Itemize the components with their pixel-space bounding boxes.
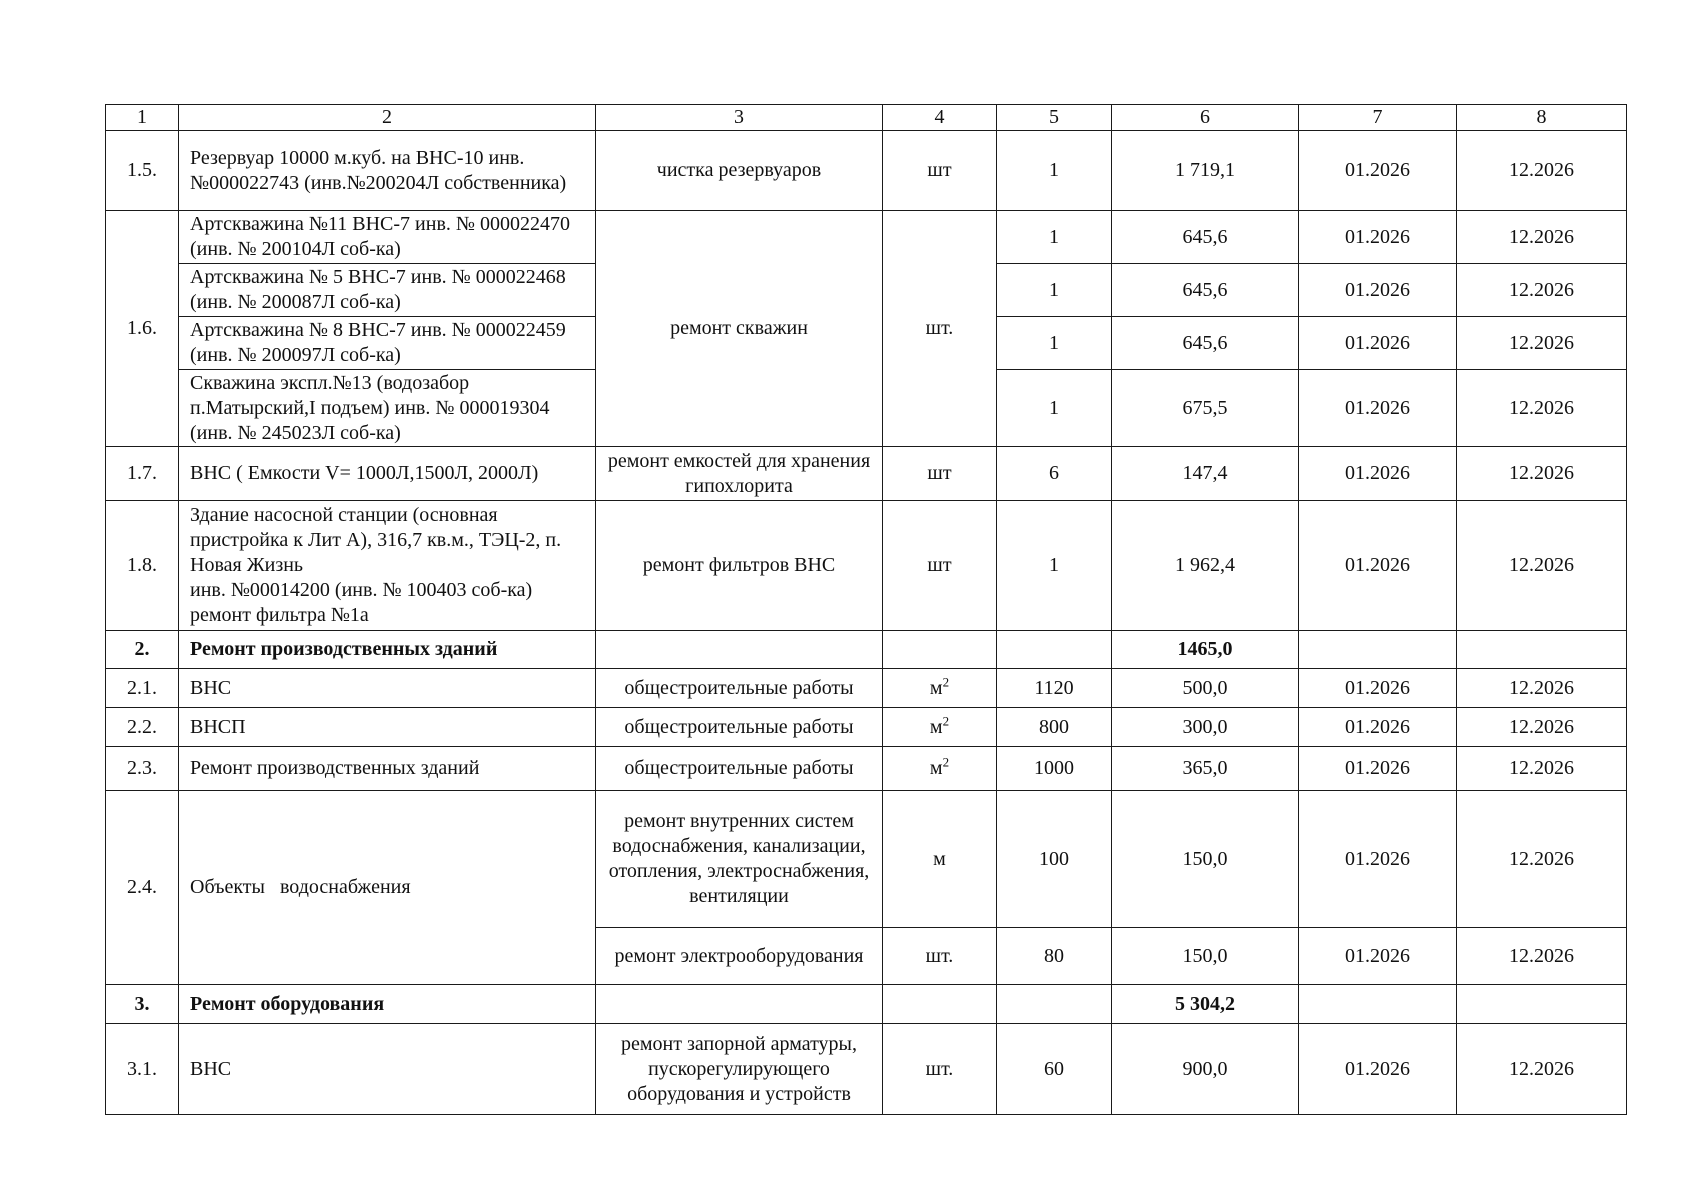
empty-cell <box>997 985 1112 1024</box>
end-date: 12.2026 <box>1457 131 1627 211</box>
work-type: чистка резервуаров <box>596 131 883 211</box>
cost: 900,0 <box>1112 1024 1299 1115</box>
unit-exponent: 2 <box>942 754 950 770</box>
quantity: 1000 <box>997 747 1112 791</box>
object-name-line: ремонт фильтра №1а <box>190 604 369 626</box>
end-date: 12.2026 <box>1457 317 1627 370</box>
unit: шт <box>883 501 997 631</box>
object-name: Ремонт производственных зданий <box>179 747 596 791</box>
quantity: 6 <box>997 447 1112 501</box>
row-number: 1.5. <box>106 131 179 211</box>
work-type: ремонт внутренних систем водоснабжения, канализации, отопления, электроснабжения, вентиляции <box>596 791 883 928</box>
quantity: 1 <box>997 317 1112 370</box>
quantity: 80 <box>997 928 1112 985</box>
table-row <box>106 211 1627 264</box>
column-number-row <box>106 105 1627 131</box>
end-date: 12.2026 <box>1457 791 1627 928</box>
table-row <box>106 747 1627 791</box>
start-date: 01.2026 <box>1299 131 1457 211</box>
end-date: 12.2026 <box>1457 747 1627 791</box>
work-type: общестроительные работы <box>596 747 883 791</box>
quantity: 1 <box>997 264 1112 317</box>
section-row <box>106 985 1627 1024</box>
end-date: 12.2026 <box>1457 1024 1627 1115</box>
row-number: 1.8. <box>106 501 179 631</box>
end-date: 12.2026 <box>1457 928 1627 985</box>
quantity: 1 <box>997 501 1112 631</box>
unit: шт <box>883 131 997 211</box>
end-date: 12.2026 <box>1457 708 1627 747</box>
column-number: 2 <box>179 105 596 131</box>
empty-cell <box>1299 631 1457 669</box>
row-number: 1.6. <box>106 211 179 447</box>
column-number: 3 <box>596 105 883 131</box>
start-date: 01.2026 <box>1299 708 1457 747</box>
unit: шт <box>883 447 997 501</box>
start-date: 01.2026 <box>1299 264 1457 317</box>
section-row <box>106 631 1627 669</box>
object-name: ВНС <box>179 1024 596 1115</box>
section-number: 3. <box>106 985 179 1024</box>
row-number: 2.1. <box>106 669 179 708</box>
object-name: Артскважина №11 ВНС-7 инв. № 000022470 (инв. № 200104Л соб-ка) <box>179 211 596 264</box>
object-name: Артскважина № 5 ВНС-7 инв. № 000022468 (инв. № 200087Л соб-ка) <box>179 264 596 317</box>
empty-cell <box>997 631 1112 669</box>
object-name: ВНС ( Емкости V= 1000Л,1500Л, 2000Л) <box>179 447 596 501</box>
column-number: 5 <box>997 105 1112 131</box>
start-date: 01.2026 <box>1299 501 1457 631</box>
unit: шт. <box>883 928 997 985</box>
empty-cell <box>883 631 997 669</box>
object-name-line: Здание насосной станции (основная пристройка к Лит А), 316,7 кв.м., ТЭЦ-2, п. Новая Жизнь <box>190 504 562 576</box>
empty-cell <box>1457 631 1627 669</box>
unit-exponent: 2 <box>942 712 950 728</box>
unit <box>883 747 997 791</box>
object-name: ВНСП <box>179 708 596 747</box>
start-date: 01.2026 <box>1299 317 1457 370</box>
start-date: 01.2026 <box>1299 370 1457 447</box>
end-date: 12.2026 <box>1457 370 1627 447</box>
section-number: 2. <box>106 631 179 669</box>
unit <box>883 669 997 708</box>
unit-base: м <box>929 676 943 699</box>
cost: 500,0 <box>1112 669 1299 708</box>
object-name <box>179 501 596 631</box>
end-date: 12.2026 <box>1457 211 1627 264</box>
cost: 365,0 <box>1112 747 1299 791</box>
end-date: 12.2026 <box>1457 501 1627 631</box>
column-number: 7 <box>1299 105 1457 131</box>
cost: 645,6 <box>1112 317 1299 370</box>
cost: 150,0 <box>1112 791 1299 928</box>
row-number: 3.1. <box>106 1024 179 1115</box>
table-row <box>106 501 1627 631</box>
table-row <box>106 669 1627 708</box>
object-name: Скважина экспл.№13 (водозабор п.Матырский,I подъем) инв. № 000019304 (инв. № 245023Л соб-ка) <box>179 370 596 447</box>
table-row <box>106 708 1627 747</box>
table-row <box>106 1024 1627 1115</box>
repair-plan-table <box>105 104 1627 1115</box>
section-title: Ремонт производственных зданий <box>179 631 596 669</box>
column-number: 8 <box>1457 105 1627 131</box>
quantity: 1 <box>997 370 1112 447</box>
cost: 675,5 <box>1112 370 1299 447</box>
quantity: 1120 <box>997 669 1112 708</box>
start-date: 01.2026 <box>1299 747 1457 791</box>
start-date: 01.2026 <box>1299 791 1457 928</box>
unit <box>883 708 997 747</box>
cost: 150,0 <box>1112 928 1299 985</box>
quantity: 60 <box>997 1024 1112 1115</box>
object-name: ВНС <box>179 669 596 708</box>
table-row <box>106 131 1627 211</box>
column-number: 6 <box>1112 105 1299 131</box>
section-title: Ремонт оборудования <box>179 985 596 1024</box>
start-date: 01.2026 <box>1299 211 1457 264</box>
section-total-cost: 1465,0 <box>1112 631 1299 669</box>
work-type: ремонт скважин <box>596 211 883 447</box>
unit: шт. <box>883 1024 997 1115</box>
unit: шт. <box>883 211 997 447</box>
unit-exponent: 2 <box>942 673 950 689</box>
row-number: 2.4. <box>106 791 179 985</box>
start-date: 01.2026 <box>1299 928 1457 985</box>
column-number: 4 <box>883 105 997 131</box>
work-type: ремонт запорной арматуры, пускорегулирующего оборудования и устройств <box>596 1024 883 1115</box>
object-name: Резервуар 10000 м.куб. на ВНС-10 инв.№000022743 (инв.№200204Л собственника) <box>179 131 596 211</box>
empty-cell <box>1299 985 1457 1024</box>
quantity: 1 <box>997 131 1112 211</box>
start-date: 01.2026 <box>1299 669 1457 708</box>
column-number: 1 <box>106 105 179 131</box>
row-number: 2.3. <box>106 747 179 791</box>
end-date: 12.2026 <box>1457 447 1627 501</box>
work-type: общестроительные работы <box>596 669 883 708</box>
quantity: 1 <box>997 211 1112 264</box>
object-name: Артскважина № 8 ВНС-7 инв. № 000022459 (инв. № 200097Л соб-ка) <box>179 317 596 370</box>
end-date: 12.2026 <box>1457 669 1627 708</box>
table-row <box>106 791 1627 928</box>
cost: 645,6 <box>1112 211 1299 264</box>
work-type: общестроительные работы <box>596 708 883 747</box>
empty-cell <box>596 985 883 1024</box>
quantity: 100 <box>997 791 1112 928</box>
row-number: 1.7. <box>106 447 179 501</box>
start-date: 01.2026 <box>1299 447 1457 501</box>
work-type: ремонт емкостей для хранения гипохлорита <box>596 447 883 501</box>
table-row <box>106 447 1627 501</box>
row-number: 2.2. <box>106 708 179 747</box>
cost: 147,4 <box>1112 447 1299 501</box>
object-name: Объекты водоснабжения <box>179 791 596 985</box>
empty-cell <box>1457 985 1627 1024</box>
empty-cell <box>596 631 883 669</box>
work-type: ремонт фильтров ВНС <box>596 501 883 631</box>
unit: м <box>883 791 997 928</box>
start-date: 01.2026 <box>1299 1024 1457 1115</box>
cost: 1 719,1 <box>1112 131 1299 211</box>
object-name-line: инв. №00014200 (инв. № 100403 соб-ка) <box>190 579 533 601</box>
end-date: 12.2026 <box>1457 264 1627 317</box>
quantity: 800 <box>997 708 1112 747</box>
work-type: ремонт электрооборудования <box>596 928 883 985</box>
section-total-cost: 5 304,2 <box>1112 985 1299 1024</box>
empty-cell <box>883 985 997 1024</box>
cost: 300,0 <box>1112 708 1299 747</box>
unit-base: м <box>929 715 943 738</box>
cost: 645,6 <box>1112 264 1299 317</box>
cost: 1 962,4 <box>1112 501 1299 631</box>
unit-base: м <box>929 757 943 779</box>
